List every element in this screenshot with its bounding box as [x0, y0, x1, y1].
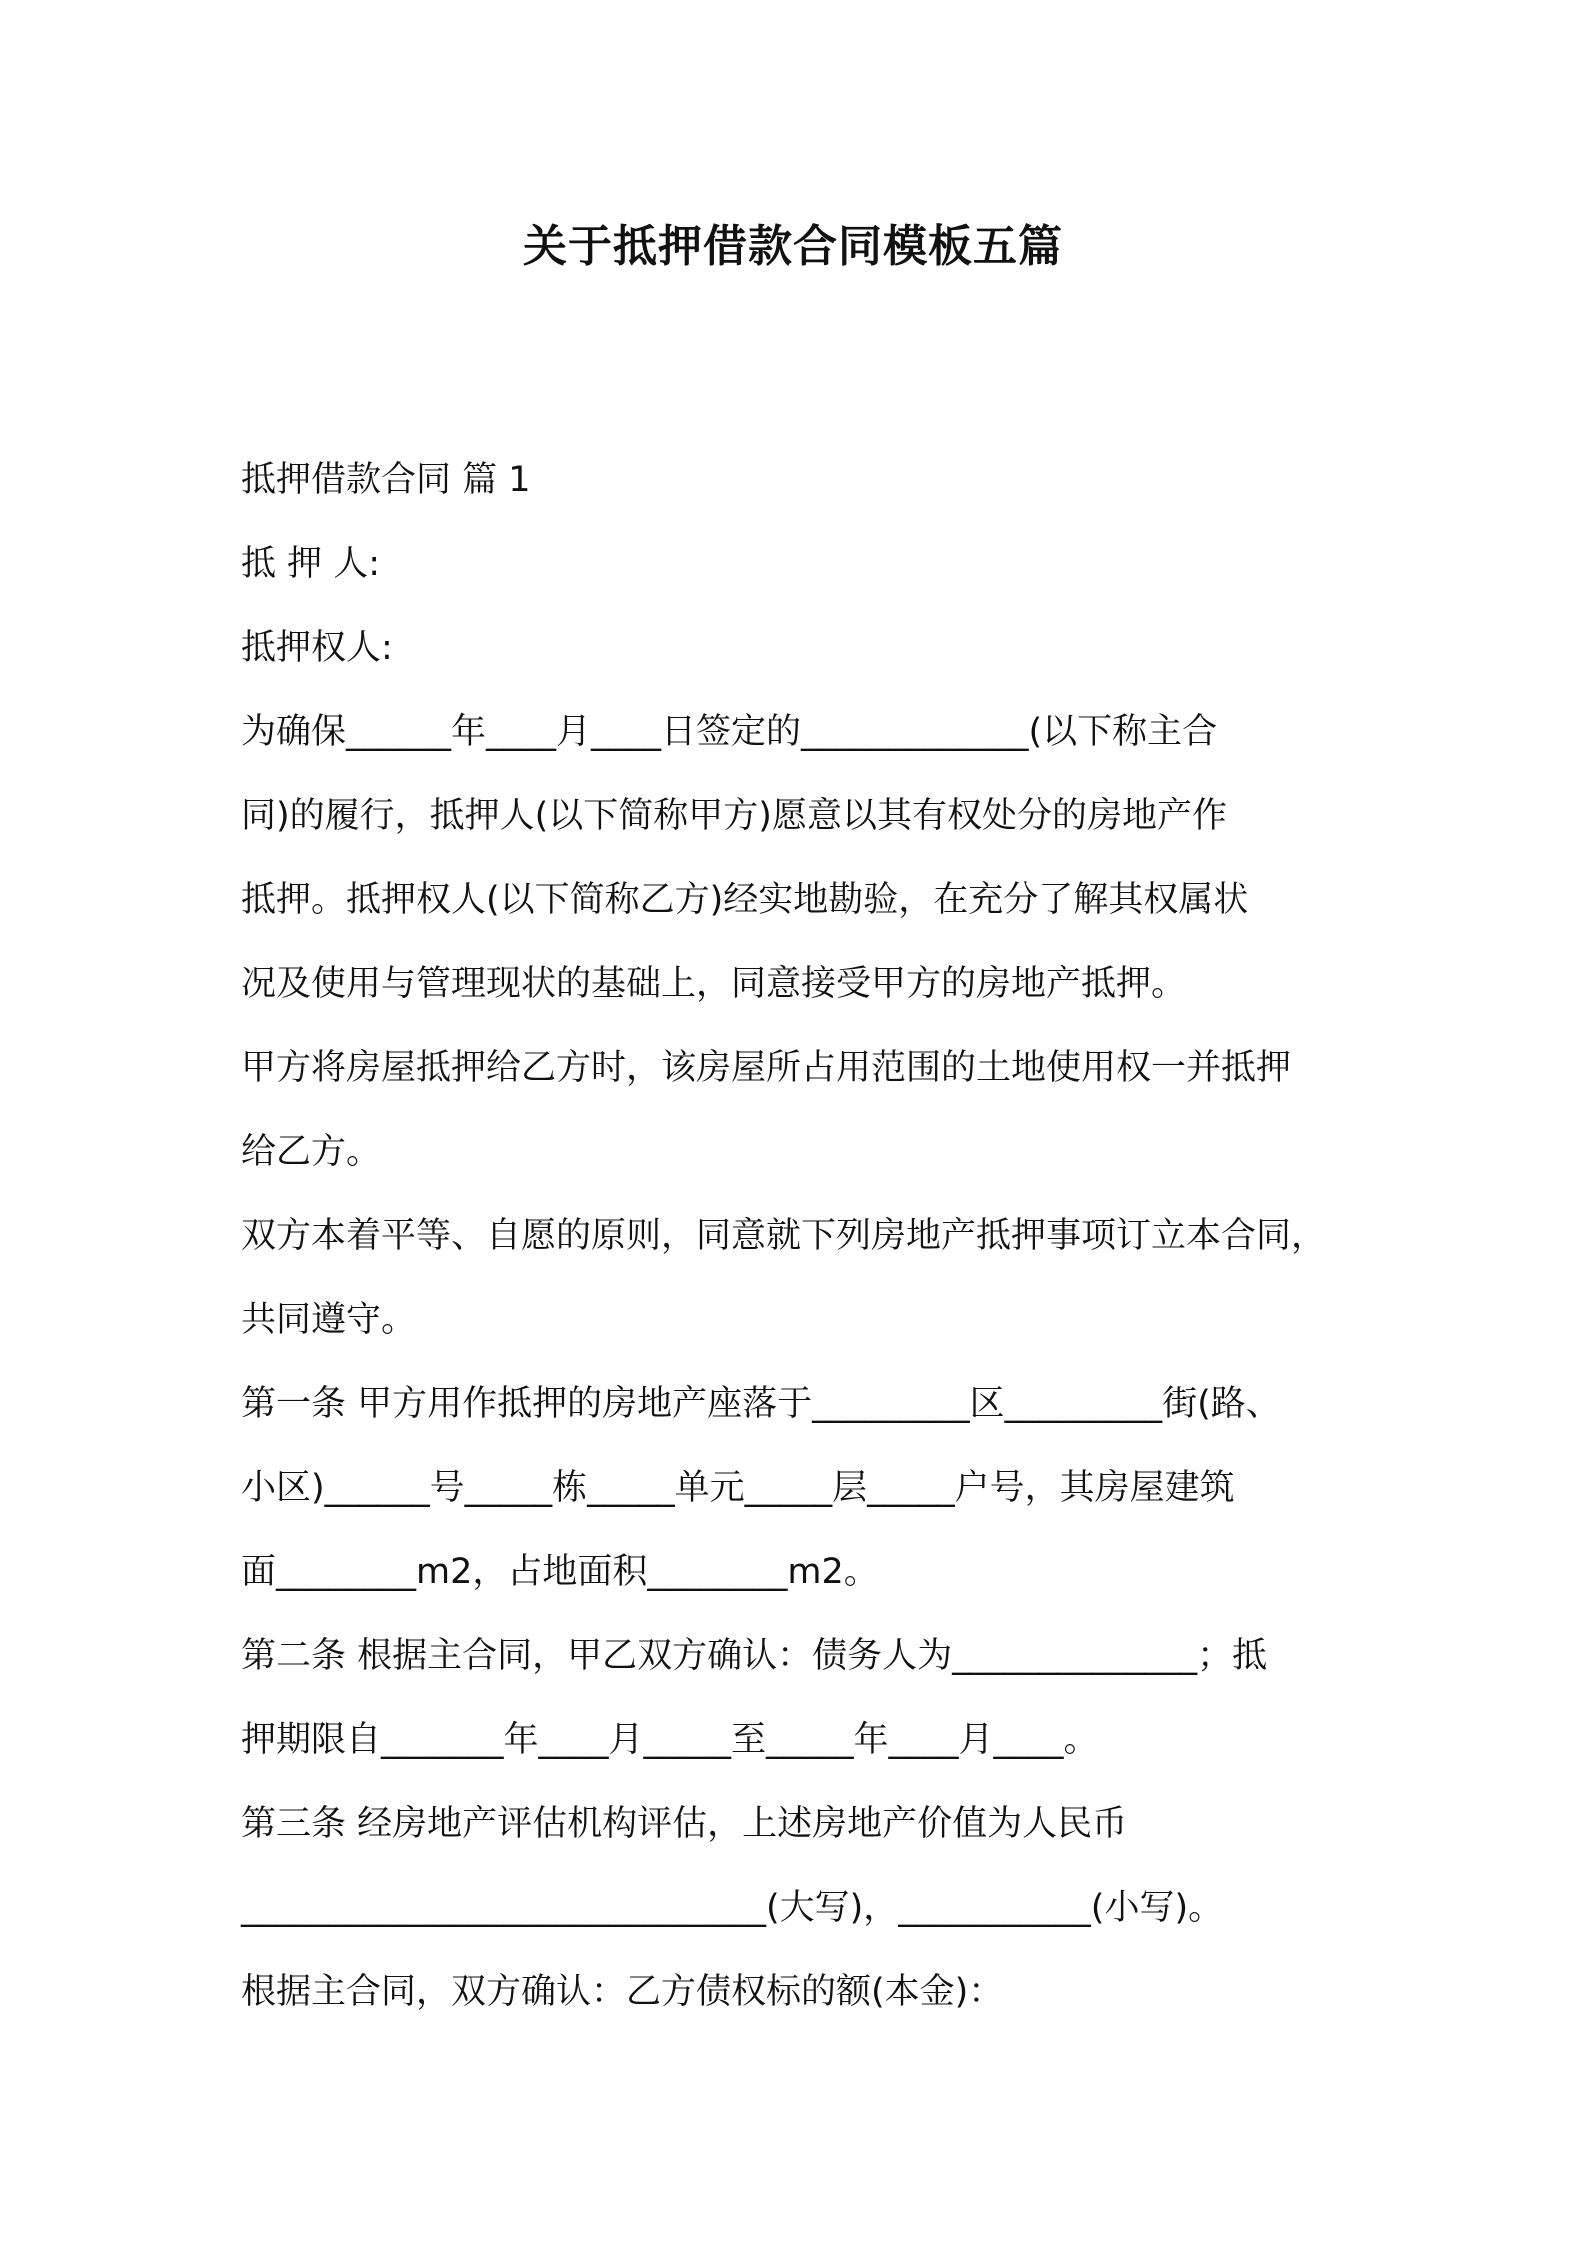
paragraph-line: 为确保______年____月____日签定的_____________(以下称主合 [241, 712, 1218, 752]
article-3-line: 第三条 经房地产评估机构评估，上述房地产价值为人民币 [241, 1804, 1128, 1844]
article-2-line: 押期限自_______年____月_____至_____年____月____。 [241, 1720, 1099, 1760]
paragraph-line: 甲方将房屋抵押给乙方时，该房屋所占用范围的土地使用权一并抵押 [241, 1048, 1292, 1088]
article-1-line: 小区)______号_____栋_____单元_____层_____户号，其房屋建筑 [241, 1468, 1235, 1508]
mortgagee-field: 抵押权人: [241, 628, 393, 668]
document-title: 关于抵押借款合同模板五篇 [523, 221, 1063, 272]
document-body [241, 445, 1366, 2041]
paragraph-line: 共同遵守。 [241, 1300, 417, 1340]
mortgagor-field: 抵 押 人: [241, 544, 381, 584]
paragraph-line: 给乙方。 [241, 1132, 382, 1172]
section-heading: 抵押借款合同 篇 1 [241, 460, 531, 500]
paragraph-line: 同)的履行，抵押人(以下简称甲方)愿意以其有权处分的房地产作 [241, 796, 1227, 836]
article-3-line: ______________________________(大写)，___________(小写)。 [241, 1888, 1224, 1928]
paragraph-line: 抵押。抵押权人(以下简称乙方)经实地勘验，在充分了解其权属状 [241, 880, 1249, 920]
article-2-line: 第二条 根据主合同，甲乙双方确认：债务人为______________；抵 [241, 1636, 1268, 1676]
article-1-line: 第一条 甲方用作抵押的房地产座落于_________区_________街(路、 [241, 1384, 1281, 1424]
paragraph-line: 双方本着平等、自愿的原则，同意就下列房地产抵押事项订立本合同， [241, 1216, 1327, 1256]
paragraph-line: 况及使用与管理现状的基础上，同意接受甲方的房地产抵押。 [241, 964, 1187, 1004]
article-1-line: 面________m2，占地面积________m2。 [241, 1552, 879, 1592]
paragraph-line: 根据主合同，双方确认：乙方债权标的额(本金)： [241, 1972, 1004, 2012]
